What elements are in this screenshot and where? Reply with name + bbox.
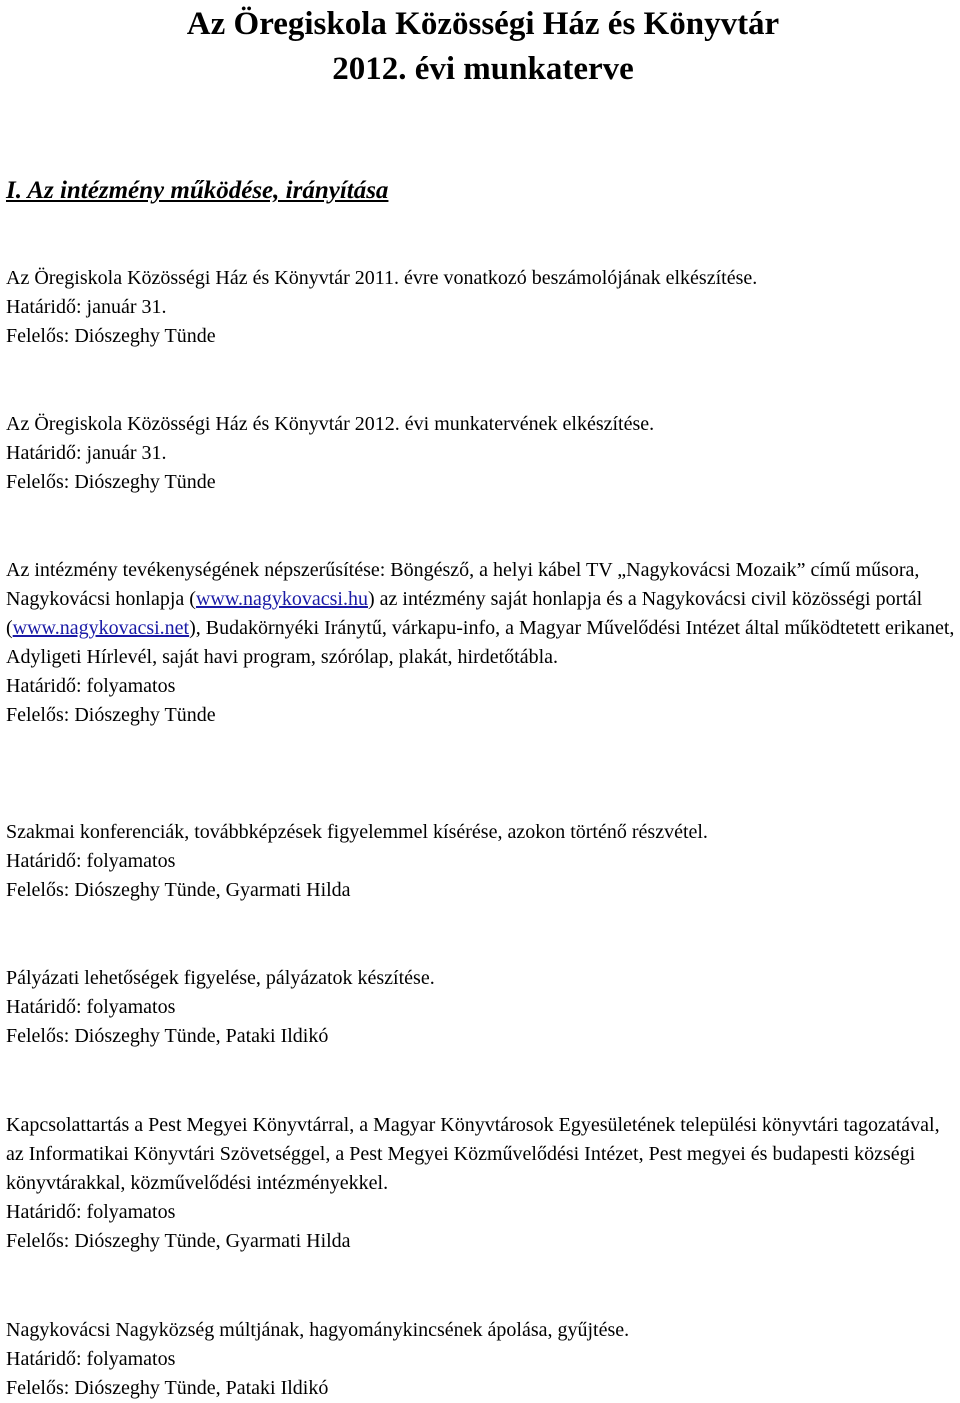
work-item-responsible: Felelős: Diószeghy Tünde, Pataki Ildikó — [6, 1025, 329, 1047]
document-title — [6, 0, 960, 92]
website-link-net[interactable]: www.nagykovacsi.net — [12, 617, 190, 639]
work-item-deadline: Határidő: folyamatos — [6, 1201, 176, 1223]
title-line-1: Az Öregiskola Közösségi Ház és Könyvtár — [186, 6, 780, 42]
work-item-responsible: Felelős: Diószeghy Tünde — [6, 325, 216, 347]
work-item-1 — [6, 264, 960, 351]
work-item-text: Kapcsolattartás a Pest Megyei Könyvtárral, a Magyar Könyvtárosok Egyesületének települési könyvtári tagozatával, az Informatikai Könyvtári Szövetséggel, a Pest Megyei Közművelődési Intézet, Pest megyei és budapesti községi könyvtárakkal, közművelődési intézményekkel. — [6, 1114, 940, 1194]
work-item-deadline: Határidő: folyamatos — [6, 675, 176, 697]
work-item-responsible: Felelős: Diószeghy Tünde, Gyarmati Hilda — [6, 1230, 351, 1252]
work-item-6 — [6, 1111, 960, 1256]
work-item-text: Az Öregiskola Közösségi Ház és Könyvtár 2012. évi munkatervének elkészítése. — [6, 413, 655, 435]
work-item-responsible: Felelős: Diószeghy Tünde, Pataki Ildikó — [6, 1377, 329, 1399]
work-item-deadline: Határidő: folyamatos — [6, 850, 176, 872]
work-item-deadline: Határidő: folyamatos — [6, 996, 176, 1018]
work-item-text: Pályázati lehetőségek figyelése, pályázatok készítése. — [6, 967, 435, 989]
work-item-deadline: Határidő: január 31. — [6, 442, 167, 464]
work-item-4 — [6, 818, 960, 905]
work-item-text: Szakmai konferenciák, továbbképzések figyelemmel kísérése, azokon történő részvétel. — [6, 821, 708, 843]
work-item-text: Nagykovácsi Nagyközség múltjának, hagyománykincsének ápolása, gyűjtése. — [6, 1319, 630, 1341]
work-item-responsible: Felelős: Diószeghy Tünde — [6, 704, 216, 726]
website-link-hu[interactable]: www.nagykovacsi.hu — [195, 588, 368, 610]
work-item-3 — [6, 556, 960, 730]
work-item-2 — [6, 410, 960, 497]
title-line-2: 2012. évi munkaterve — [332, 51, 634, 87]
work-item-text-part: ) az intézmény saját honlapja és a Nagykovácsi civil közösségi portál ( — [6, 588, 923, 639]
work-item-text: Az Öregiskola Közösségi Ház és Könyvtár 2011. évre vonatkozó beszámolójának elkészítése. — [6, 267, 758, 289]
work-item-text-part: Az intézmény tevékenységének népszerűsítése: Böngésző, a helyi kábel TV „Nagykovácsi Mozaik” című műsora, Nagykovácsi honlapja ( — [6, 559, 920, 610]
work-item-responsible: Felelős: Diószeghy Tünde — [6, 471, 216, 493]
work-item-text — [6, 556, 960, 672]
work-item-7 — [6, 1316, 960, 1403]
work-item-text-part: ), Budakörnyéki Iránytű, várkapu-info, a Magyar Művelődési Intézet által működtetett erikanet, Adyligeti Hírlevél, saját havi program, szórólap, plakát, hirdetőtábla. — [6, 617, 955, 668]
work-item-deadline: Határidő: január 31. — [6, 296, 167, 318]
work-item-5 — [6, 964, 960, 1051]
work-item-responsible: Felelős: Diószeghy Tünde, Gyarmati Hilda — [6, 879, 351, 901]
section-heading: I. Az intézmény működése, irányítása — [6, 177, 389, 204]
work-item-deadline: Határidő: folyamatos — [6, 1348, 176, 1370]
